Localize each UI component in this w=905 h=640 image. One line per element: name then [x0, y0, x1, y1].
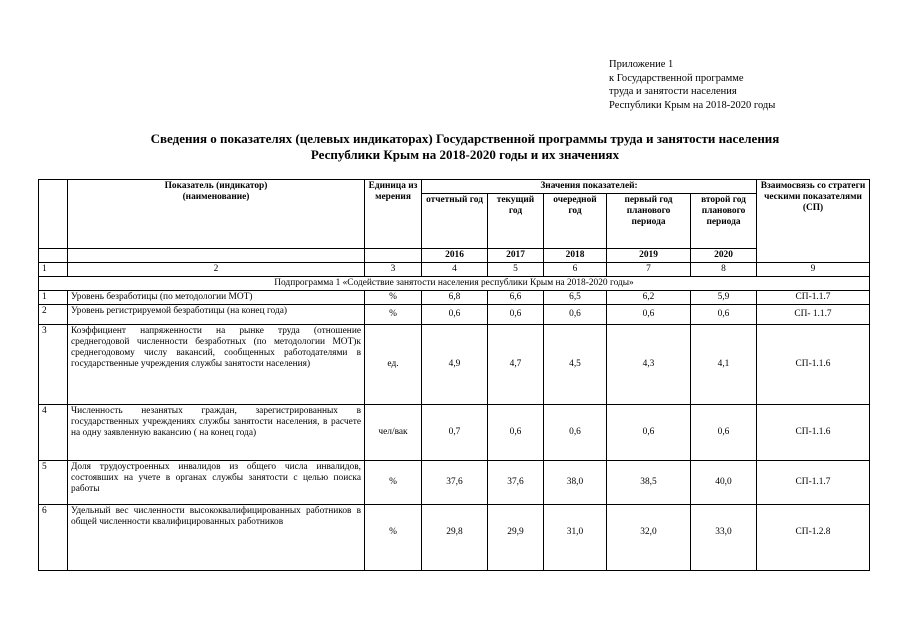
- row-indicator-name: Удельный вес численности высококвалифицированных работников в общей численности квалифицированных работников: [68, 505, 365, 571]
- column-number: 4: [422, 263, 488, 277]
- appendix-line: Республики Крым на 2018-2020 годы: [609, 99, 776, 111]
- row-value: 0,6: [488, 405, 544, 461]
- row-number: 3: [39, 325, 68, 405]
- header-col-current: текущий год: [488, 194, 544, 249]
- row-value: 4,1: [691, 325, 757, 405]
- document-title: [80, 131, 850, 163]
- row-value: 6,6: [488, 291, 544, 305]
- appendix-note: [609, 58, 775, 112]
- column-number: 2: [68, 263, 365, 277]
- title-line: Республики Крым на 2018-2020 годы и их значениях: [310, 147, 620, 162]
- row-unit: %: [365, 305, 422, 325]
- row-number: 1: [39, 291, 68, 305]
- table-row: [39, 291, 870, 305]
- header-values: Значения показателей:: [422, 180, 757, 194]
- column-number: 5: [488, 263, 544, 277]
- row-value: 0,6: [691, 305, 757, 325]
- header-indicator-sub: (наименование): [182, 192, 250, 202]
- row-indicator-name: Коэффициент напряженности на рынке труда (отношение среднегодовой численности безработных (по методологии МОТ)к среднегодовому числу вакансий, сообщенных работодателями в государственные учреждения службы занятости населения): [68, 325, 365, 405]
- subprogram-row: [39, 277, 870, 291]
- column-number: 6: [544, 263, 607, 277]
- row-value: 32,0: [607, 505, 691, 571]
- row-value: 6,2: [607, 291, 691, 305]
- year-cell: 2017: [488, 249, 544, 263]
- header-indicator: [68, 180, 365, 249]
- row-indicator-name: Уровень безработицы (по методологии МОТ): [68, 291, 365, 305]
- row-value: 6,8: [422, 291, 488, 305]
- row-number: 6: [39, 505, 68, 571]
- row-value: 4,5: [544, 325, 607, 405]
- column-number: 3: [365, 263, 422, 277]
- year-cell-empty: [68, 249, 365, 263]
- year-row: [39, 249, 870, 263]
- row-value: 4,9: [422, 325, 488, 405]
- row-unit: ед.: [365, 325, 422, 405]
- row-value: 31,0: [544, 505, 607, 571]
- table-row: [39, 461, 870, 505]
- row-value: 4,7: [488, 325, 544, 405]
- row-value: 0,6: [607, 305, 691, 325]
- row-unit: чел/вак: [365, 405, 422, 461]
- row-value: 6,5: [544, 291, 607, 305]
- appendix-line: труда и занятости населения: [609, 86, 737, 97]
- row-value: 40,0: [691, 461, 757, 505]
- header-indicator-label: Показатель (индикатор): [164, 181, 268, 191]
- header-cell-num: [39, 180, 68, 249]
- header-unit: Единица измерения: [365, 180, 422, 249]
- header-col-next: очередной год: [544, 194, 607, 249]
- row-indicator-name: Доля трудоустроенных инвалидов из общего числа инвалидов, состоявших на учете в органах службы занятости с целью поиска работы: [68, 461, 365, 505]
- column-number: 1: [39, 263, 68, 277]
- indicators-table: [38, 179, 870, 571]
- subprogram-title: Подпрограмма 1 «Содействие занятости населения республики Крым на 2018-2020 годы»: [39, 277, 870, 291]
- row-sp-link: СП-1.2.8: [757, 505, 870, 571]
- header-row: [39, 180, 870, 194]
- row-value: 0,6: [544, 405, 607, 461]
- header-link: Взаимосвязь со стратегическими показателями (СП): [757, 180, 870, 263]
- row-sp-link: СП-1.1.7: [757, 291, 870, 305]
- header-col-plan2: второй год планового периода: [691, 194, 757, 249]
- header-col-plan1: первый год планового периода: [607, 194, 691, 249]
- table-row: [39, 305, 870, 325]
- row-value: 0,6: [422, 305, 488, 325]
- row-value: 4,3: [607, 325, 691, 405]
- row-unit: %: [365, 461, 422, 505]
- year-cell: 2018: [544, 249, 607, 263]
- row-value: 0,6: [691, 405, 757, 461]
- row-sp-link: СП-1.1.6: [757, 325, 870, 405]
- column-number: 7: [607, 263, 691, 277]
- appendix-line: к Государственной программе: [609, 72, 744, 84]
- row-value: 0,6: [488, 305, 544, 325]
- row-sp-link: СП-1.1.6: [757, 405, 870, 461]
- year-cell-empty: [365, 249, 422, 263]
- row-number: 4: [39, 405, 68, 461]
- row-unit: %: [365, 505, 422, 571]
- row-sp-link: СП-1.1.7: [757, 461, 870, 505]
- row-number: 5: [39, 461, 68, 505]
- row-indicator-name: Численность незанятых граждан, зарегистрированных в государственных учреждениях службы занятости населения, в расчете на одну заявленную вакансию ( на конец года): [68, 405, 365, 461]
- title-line: Сведения о показателях (целевых индикаторах) Государственной программы труда и занятости населения: [150, 131, 780, 146]
- row-value: 29,8: [422, 505, 488, 571]
- row-value: 37,6: [422, 461, 488, 505]
- table-row: [39, 505, 870, 571]
- header-col-reporting: отчетный год: [422, 194, 488, 249]
- appendix-line: Приложение 1: [609, 59, 674, 70]
- year-cell-empty: [39, 249, 68, 263]
- row-value: 38,0: [544, 461, 607, 505]
- year-cell: 2019: [607, 249, 691, 263]
- table-row: [39, 405, 870, 461]
- row-unit: %: [365, 291, 422, 305]
- row-value: 37,6: [488, 461, 544, 505]
- row-value: 5,9: [691, 291, 757, 305]
- row-indicator-name: Уровень регистрируемой безработицы (на конец года): [68, 305, 365, 325]
- row-value: 29,9: [488, 505, 544, 571]
- column-number: 9: [757, 263, 870, 277]
- year-cell: 2020: [691, 249, 757, 263]
- column-number: 8: [691, 263, 757, 277]
- table-row: [39, 325, 870, 405]
- column-number-row: [39, 263, 870, 277]
- year-cell: 2016: [422, 249, 488, 263]
- row-value: 0,6: [607, 405, 691, 461]
- row-sp-link: СП- 1.1.7: [757, 305, 870, 325]
- row-value: 33,0: [691, 505, 757, 571]
- row-number: 2: [39, 305, 68, 325]
- row-value: 0,7: [422, 405, 488, 461]
- row-value: 0,6: [544, 305, 607, 325]
- row-value: 38,5: [607, 461, 691, 505]
